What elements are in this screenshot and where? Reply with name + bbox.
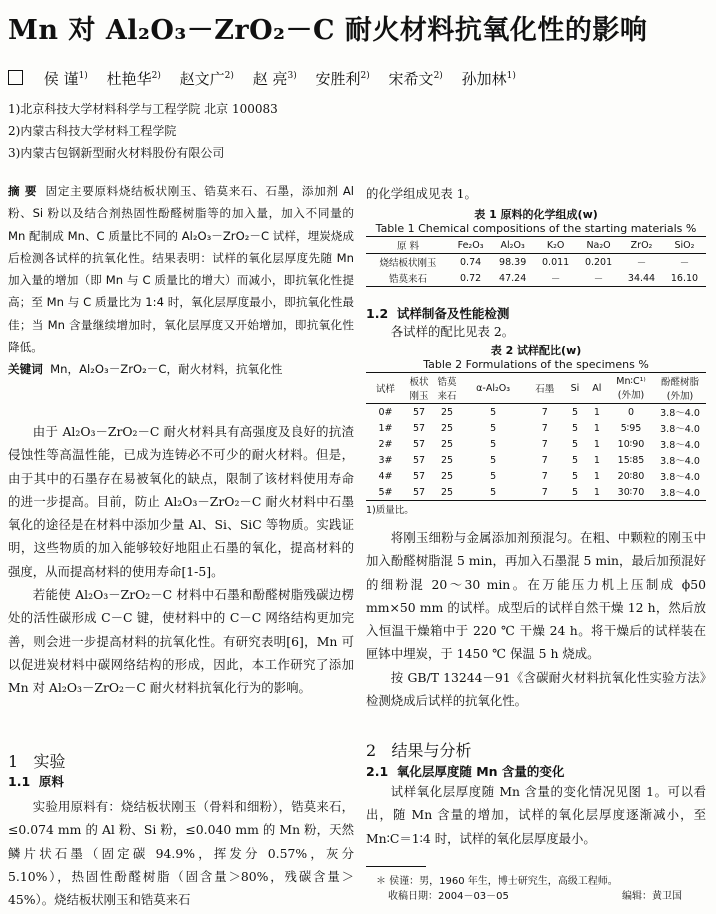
table-2-note: 1)质量比。 <box>366 505 414 516</box>
author: 侯 谨$^{1)}$ <box>43 70 88 88</box>
abstract-text: 固定主要原料烧结板状刚玉、锆莫来石、石墨，添加剂 Al 粉、Si 粉以及结合剂热固性酚醛树脂等的加入量，加入不同量的 Mn 配制成 Mn、C 质量比不同的 Al₂O₃－ZrO₂－C 试样，埋炭烧成后检测各试样的抗氧化性。结果表明：试样的氧化层厚度先随 Mn 加入量的增加（即 Mn 与 C 质量比的增大）而减小，即抗氧化性提高；至 Mn 与 C 质量比为 1:4 时，氧化层厚度最小，即抗氧化性最佳；当 Mn 含量继续增加时，氧化层厚度又开始增加，即抗氧化性降低。 <box>8 184 354 355</box>
table-row: 烧结板状刚玉 0.74 98.39 0.011 0.201 － － <box>379 256 690 269</box>
table-cell: 5 <box>490 422 497 434</box>
table-2-caption-cn: 表 2 试样配比(w) <box>490 344 582 357</box>
table-cell: 3.8～4.0 <box>660 456 700 467</box>
footnote-rule <box>366 866 426 867</box>
table-2-header: 板状刚玉 <box>405 373 433 404</box>
table-cell: 5 <box>490 454 497 466</box>
table-2-header: Mn∶C¹⁾(外加) <box>608 373 654 404</box>
table-cell: 57 <box>405 484 433 501</box>
table-cell: 3.8～4.0 <box>660 424 700 435</box>
table-cell: 25 <box>433 484 461 501</box>
table-cell: 7 <box>541 454 548 466</box>
table-1 <box>366 208 706 287</box>
table-cell: 5 <box>564 484 585 501</box>
author-line <box>8 68 530 89</box>
footnote-editor: 编辑：黄卫国 <box>622 891 682 902</box>
table-cell: 7 <box>541 406 548 418</box>
table-cell: 3# <box>378 454 393 466</box>
table-cell: 3.8～4.0 <box>660 440 700 451</box>
paper-title: Mn 对 Al₂O₃－ZrO₂－C 耐火材料抗氧化性的影响 <box>8 15 648 46</box>
abstract <box>8 180 354 358</box>
table-cell: 57 <box>412 422 426 434</box>
table-1-header: Al₂O₃ <box>491 237 534 254</box>
table-1-header: Fe₂O₃ <box>450 237 491 254</box>
table-1-header: SiO₂ <box>663 237 706 254</box>
raw-materials-section <box>8 795 354 911</box>
table-2-header: α-Al₂O₃ <box>461 373 525 404</box>
table-cell: 1 <box>593 454 600 466</box>
table-cell: 0 <box>627 406 635 418</box>
section-2-heading: 2 结果与分析 <box>366 741 472 760</box>
table-cell: 5 <box>571 406 578 418</box>
table-2 <box>366 344 706 518</box>
footnote-received: 收稿日期：2004－03－05 <box>388 891 509 902</box>
table-cell: 7 <box>541 438 548 450</box>
keywords-label: 关键词 <box>8 362 43 377</box>
table-1-header: ZrO₂ <box>620 237 663 254</box>
table-cell: 5 <box>571 470 578 482</box>
table-cell: 7 <box>525 484 564 501</box>
table-cell: 5 <box>571 454 578 466</box>
table-cell: 5∶95 <box>620 422 642 434</box>
author: 赵 亮$^{3)}$ <box>252 70 297 88</box>
table-cell: 20∶80 <box>617 470 645 482</box>
table-1-caption-en: Table 1 Chemical compositions of the starting materials % <box>375 222 697 235</box>
table-2-header: 锆莫来石 <box>433 373 461 404</box>
table-cell: 57 <box>412 470 426 482</box>
table-cell: 2# <box>378 438 393 450</box>
table-cell: 5 <box>571 422 578 434</box>
table-row <box>366 468 706 484</box>
table-2-caption-en: Table 2 Formulations of the specimens % <box>423 358 649 371</box>
table-row <box>366 404 706 421</box>
table-2-header: 试样 <box>366 373 405 404</box>
table-cell: 57 <box>412 406 426 418</box>
section-2-1-heading: 2.1 氧化层厚度随 Mn 含量的变化 <box>366 764 565 779</box>
table-cell: 15∶85 <box>617 454 645 466</box>
table-cell: 3.8～4.0 <box>660 408 700 419</box>
table-cell: 1 <box>593 406 600 418</box>
table-cell: 0# <box>378 406 393 418</box>
author: 赵文广$^{2)}$ <box>179 70 234 88</box>
results-paragraph: 试样氧化层厚度随 Mn 含量的变化情况见图 1。可以看出，随 Mn 含量的增加，试样的氧化层厚度逐渐减小，至 Mn∶C＝1∶4 时，试样的氧化层厚度最小。 <box>366 784 706 846</box>
table-cell: 25 <box>440 422 454 434</box>
preparation-text <box>366 526 706 712</box>
table-cell: 5 <box>461 484 525 501</box>
table-cell: 25 <box>440 470 454 482</box>
affiliation-2: 2)内蒙古科技大学材料工程学院 <box>8 124 177 138</box>
keywords <box>8 358 354 380</box>
section-1-1-heading: 1.1 原料 <box>8 774 64 789</box>
table-row <box>366 452 706 468</box>
table-cell: 5 <box>571 438 578 450</box>
table-cell: 3.8～4.0 <box>654 484 706 501</box>
table-cell: 7 <box>541 422 548 434</box>
table-2-header: Al <box>586 373 608 404</box>
table-1-caption-cn: 表 1 原料的化学组成(w) <box>474 208 598 221</box>
table-cell: 5# <box>366 484 405 501</box>
section-1-2-heading: 1.2 试样制备及性能检测 <box>366 306 510 321</box>
table-cell: 1# <box>378 422 393 434</box>
table-cell: 5 <box>490 438 497 450</box>
table-cell: 25 <box>440 438 454 450</box>
intro-paragraph-1: 由于 Al₂O₃－ZrO₂－C 耐火材料具有高强度及良好的抗渣侵蚀性等高温性能，已成为连铸必不可少的耐火材料。但是，由于其中的石墨存在易被氧化的缺点，限制了该材料使用寿命的进一步提高。目前，防止 Al₂O₃－ZrO₂－C 耐火材料中石墨氧化的途径是在材料中添加少量 Al、Si、SiC 等物质。实践证明，这些物质的加入能够较好地阻止石墨的氧化，提高材料的强度，从而提高材料的使用寿命[1-5]。 <box>8 424 354 579</box>
table-row: 锆莫来石 0.72 47.24 － － 34.44 16.10 <box>366 270 706 287</box>
table-1-header: K₂O <box>534 237 577 254</box>
table-cell: 4# <box>378 470 393 482</box>
prep-paragraph-2: 按 GB/T 13244－91《含碳耐火材料抗氧化性实验方法》检测烧成后试样的抗氧化性。 <box>366 669 706 709</box>
table-1-header: Na₂O <box>577 237 620 254</box>
table-2-header: 酚醛树脂(外加) <box>654 373 706 404</box>
abstract-label: 摘 要 <box>8 184 38 198</box>
table-cell: 30∶70 <box>608 484 654 501</box>
table-cell: 25 <box>440 454 454 466</box>
table-row <box>366 484 706 501</box>
prep-paragraph-1: 将刚玉细粉与金属添加剂预混匀。在粗、中颗粒的刚玉中加入酚醛树脂混 5 min，再加入石墨混 5 min，最后加预混好的细粉混 20～30 min。在万能压力机上压制成 ϕ50 mm×50 mm 的试样。成型后的试样自然干燥 12 h，然后放入恒温干燥箱中于 220 ℃ 干燥 24 h。将干燥后的试样装在匣钵中埋炭，于 1450 ℃ 保温 5 h 烧成。 <box>366 530 706 662</box>
results-text <box>366 780 706 850</box>
table-1-header: 原 料 <box>366 237 450 254</box>
introduction <box>8 420 354 700</box>
table-cell: 1 <box>593 422 600 434</box>
raw-materials-paragraph: 实验用原料有：烧结板状刚玉（骨料和细粉），锆莫来石，≤0.074 mm 的 Al 粉、Si 粉，≤0.040 mm 的 Mn 粉，天然鳞片状石墨（固定碳 94.9%，挥发分 0.57%，灰分 5.10%），热固性酚醛树脂（固含量＞80%，残碳含量＞45%）。烧结板状刚玉和锆莫来石 <box>8 799 354 908</box>
table-cell: 1 <box>593 438 600 450</box>
table-cell: 57 <box>412 438 426 450</box>
table-row <box>366 436 706 452</box>
table-2-header: Si <box>564 373 585 404</box>
table-cell: 3.8～4.0 <box>660 472 700 483</box>
table-1-grid <box>366 236 706 287</box>
section-1-heading: 1 实验 <box>8 752 66 771</box>
table-cell: 7 <box>541 470 548 482</box>
table-cell: 5 <box>490 470 497 482</box>
table-2-grid <box>366 372 706 501</box>
intro-paragraph-2: 若能使 Al₂O₃－ZrO₂－C 材料中石墨和酚醛树脂残碳边楞处的活性碳形成 C－C 键，使材料中的 C－C 网络结构更加完善，则会进一步提高材料的抗氧化性。有研究表明[6]，Mn 可以促进炭材料中碳网络结构的形成，因此，本工作研究了添加 Mn 对 Al₂O₃－ZrO₂－C 耐火材料抗氧化行为的影响。 <box>8 587 354 696</box>
table-cell: 1 <box>586 484 608 501</box>
table-cell: 10∶90 <box>617 438 645 450</box>
abstract-block <box>8 180 354 381</box>
author: 安胜利$^{2)}$ <box>315 70 370 88</box>
checkbox-square-icon <box>8 70 23 85</box>
right-intro: 的化学组成见表 1。 <box>366 186 477 201</box>
table-cell: 25 <box>440 406 454 418</box>
affiliation-3: 3)内蒙古包钢新型耐火材料股份有限公司 <box>8 146 225 160</box>
keywords-text: Mn，Al₂O₃－ZrO₂－C，耐火材料，抗氧化性 <box>50 362 283 377</box>
prep-intro: 各试样的配比见表 2。 <box>390 324 515 339</box>
table-cell: 5 <box>490 406 497 418</box>
table-cell: 57 <box>412 454 426 466</box>
author: 孙加林$^{1)}$ <box>461 70 516 88</box>
table-row <box>366 420 706 436</box>
table-2-header: 石墨 <box>525 373 564 404</box>
author: 杜艳华$^{2)}$ <box>106 70 161 88</box>
footnote-author: ＊ 侯谨：男，1960 年生，博士研究生，高级工程师。 <box>376 876 618 887</box>
author: 宋希文$^{2)}$ <box>388 70 443 88</box>
table-cell: 1 <box>593 470 600 482</box>
affiliation-1: 1)北京科技大学材料科学与工程学院 北京 100083 <box>8 102 278 116</box>
